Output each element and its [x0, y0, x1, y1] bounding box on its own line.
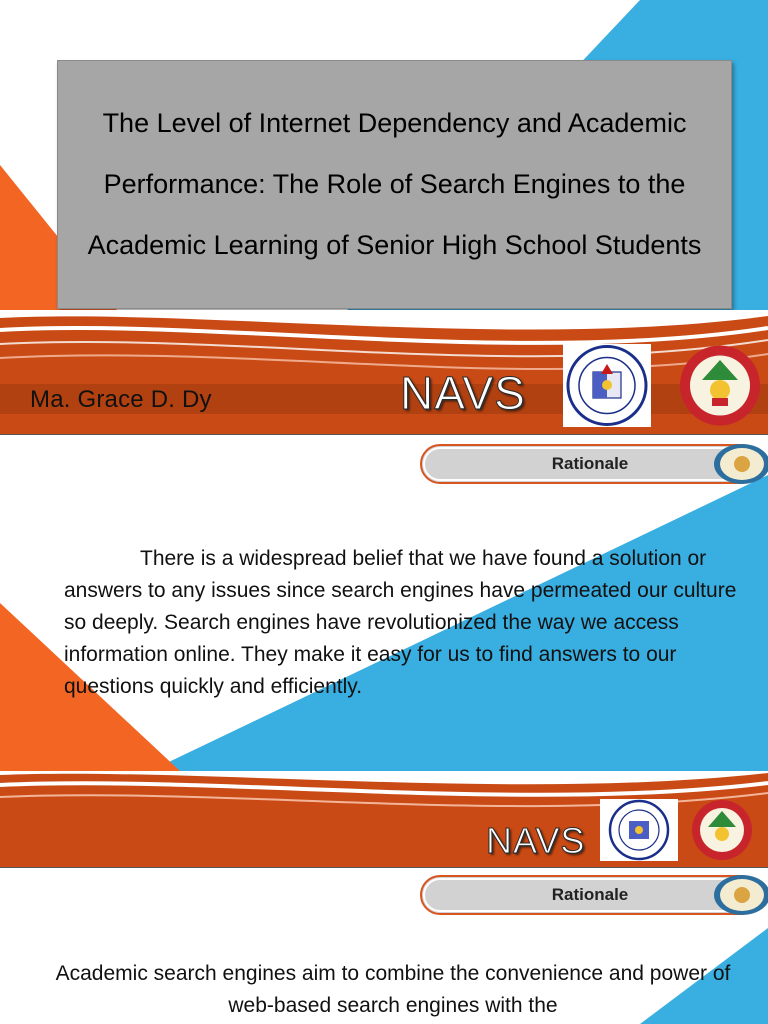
title-slide — [0, 0, 768, 434]
navs-wordmark: NAVS — [400, 367, 526, 419]
section-header-label: Rationale — [551, 885, 629, 904]
navs-wordmark: NAVS — [486, 820, 586, 861]
author-name: Ma. Grace D. Dy — [30, 386, 212, 413]
section-header — [420, 443, 768, 485]
rationale-slide-2 — [0, 868, 768, 1024]
deped-seal-logo — [563, 344, 651, 427]
navs-school-seal-logo — [680, 799, 764, 861]
rationale-slide — [0, 435, 768, 867]
presentation-title: The Level of Internet Dependency and Academic Performance: The Role of Search Engines to the Academic Learning of Senior High School Students — [87, 108, 702, 260]
section-header-label: Rationale — [551, 454, 629, 473]
orange-band — [0, 310, 768, 434]
navs-school-seal-logo — [676, 344, 764, 427]
title-box — [57, 60, 732, 309]
deped-seal-logo — [600, 799, 678, 861]
section-header — [420, 874, 768, 916]
rationale-paragraph — [64, 543, 754, 703]
rationale-paragraph: Academic search engines aim to combine the convenience and power of web-based search engines with the — [55, 962, 731, 1017]
rationale-text: There is a widespread belief that we have found a solution or answers to any issues since search engines have permeated our culture so deeply. Search engines have revolutionized the way we access information online. They make it easy for us to find answers to our questions quickly and efficiently. — [64, 547, 737, 698]
